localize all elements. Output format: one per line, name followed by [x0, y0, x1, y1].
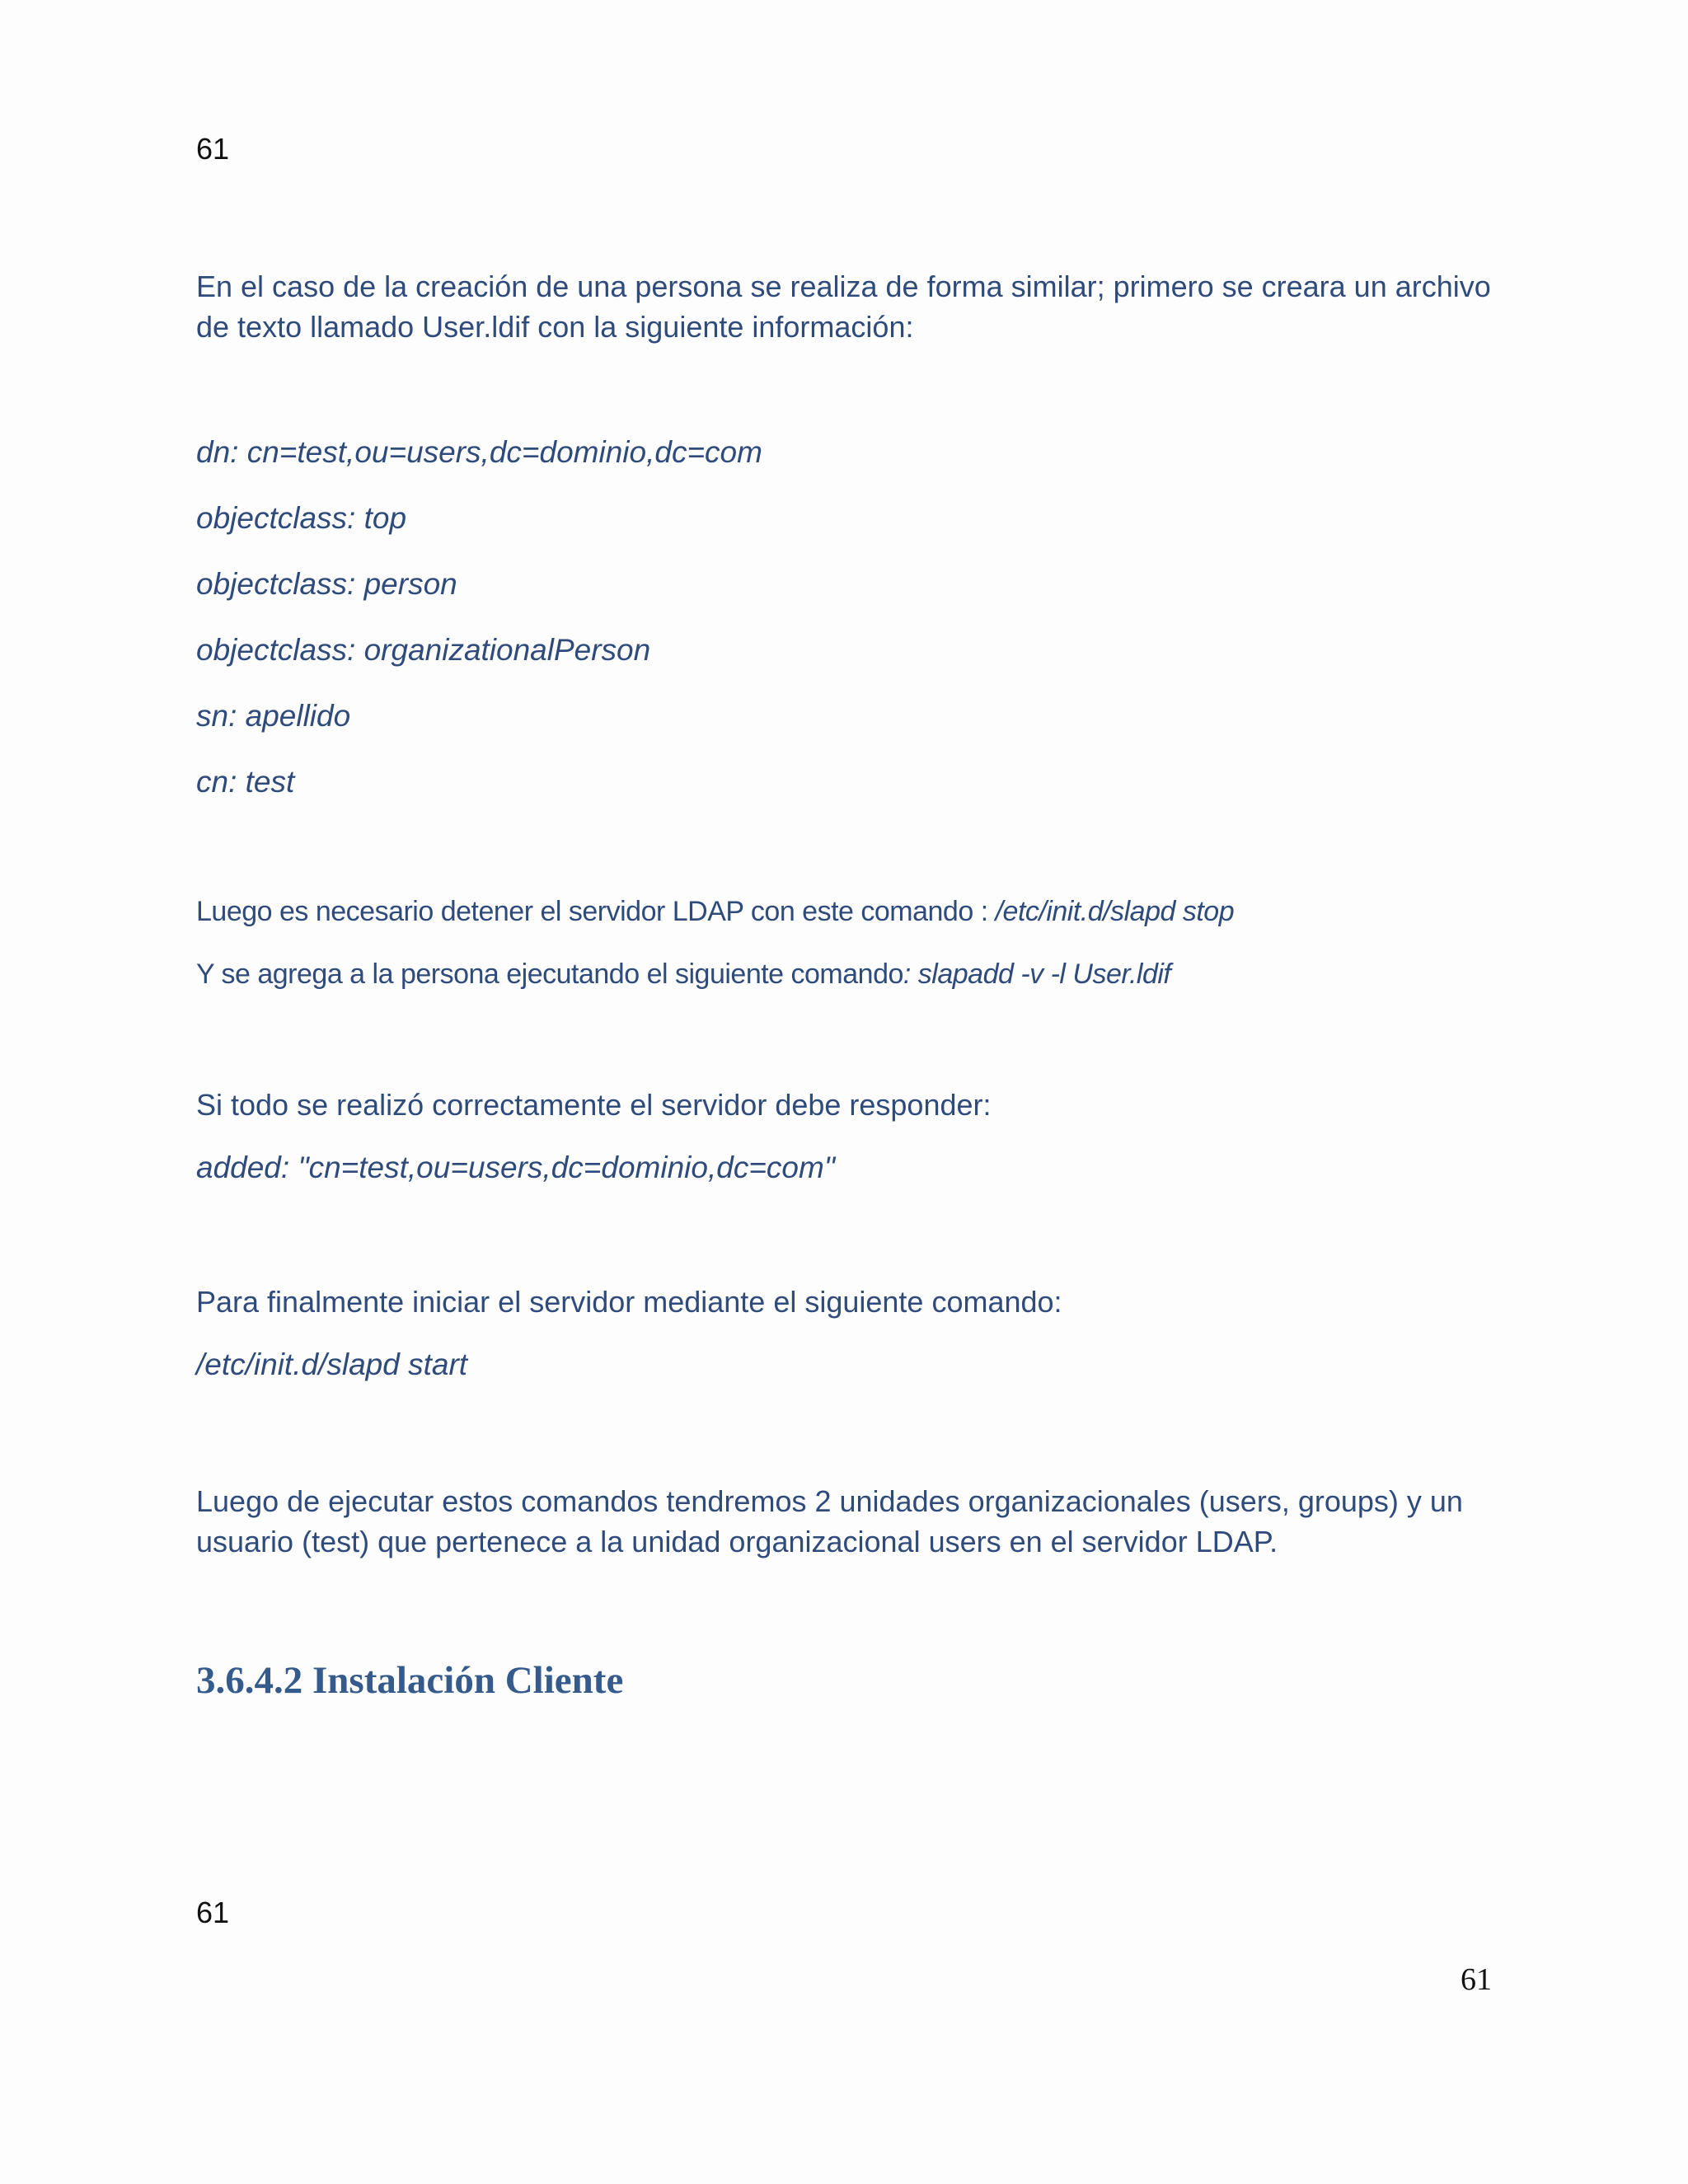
- intro-line-2: de texto llamado User.ldif con la siguiente información:: [196, 310, 914, 344]
- conclusion-line-2: usuario (test) que pertenece a la unidad organizacional users en el servidor LDAP.: [196, 1525, 1278, 1558]
- ldif-line-objectclass-top: objectclass: top: [196, 501, 407, 535]
- page-number-bottom: 61: [196, 1896, 230, 1929]
- ldif-line-dn: dn: cn=test,ou=users,dc=dominio,dc=com: [196, 435, 762, 469]
- ldif-line-sn: sn: apellido: [196, 699, 351, 733]
- add-person-step: [196, 958, 1170, 991]
- page-number-top: 61: [196, 132, 230, 166]
- section-heading: 3.6.4.2 Instalación Cliente: [196, 1659, 624, 1702]
- start-server-command: /etc/init.d/slapd start: [196, 1347, 468, 1381]
- intro-line-1: En el caso de la creación de una persona se realiza de forma similar; primero se creara un archivo: [196, 269, 1491, 303]
- stop-server-text: Luego es necesario detener el servidor LDAP con este comando :: [196, 896, 996, 927]
- start-server-text: Para finalmente iniciar el servidor mediante el siguiente comando:: [196, 1285, 1062, 1319]
- response-text: Si todo se realizó correctamente el servidor debe responder:: [196, 1088, 992, 1122]
- ldif-line-cn: cn: test: [196, 765, 295, 799]
- conclusion-paragraph: [196, 1481, 1497, 1562]
- add-person-command: : slapadd -v -l User.ldif: [903, 958, 1171, 990]
- page-number-footer: 61: [1461, 1962, 1492, 1997]
- ldif-line-objectclass-person: objectclass: person: [196, 567, 457, 601]
- response-output: added: "cn=test,ou=users,dc=dominio,dc=com": [196, 1151, 835, 1184]
- intro-paragraph: [196, 266, 1497, 347]
- add-person-text: Y se agrega a la persona ejecutando el siguiente comando: [196, 958, 903, 990]
- stop-server-step: [196, 896, 1234, 928]
- stop-server-command: /etc/init.d/slapd stop: [995, 896, 1235, 927]
- ldif-line-objectclass-orgperson: objectclass: organizationalPerson: [196, 633, 651, 667]
- conclusion-line-1: Luego de ejecutar estos comandos tendremos 2 unidades organizacionales (users, groups) y un: [196, 1484, 1463, 1518]
